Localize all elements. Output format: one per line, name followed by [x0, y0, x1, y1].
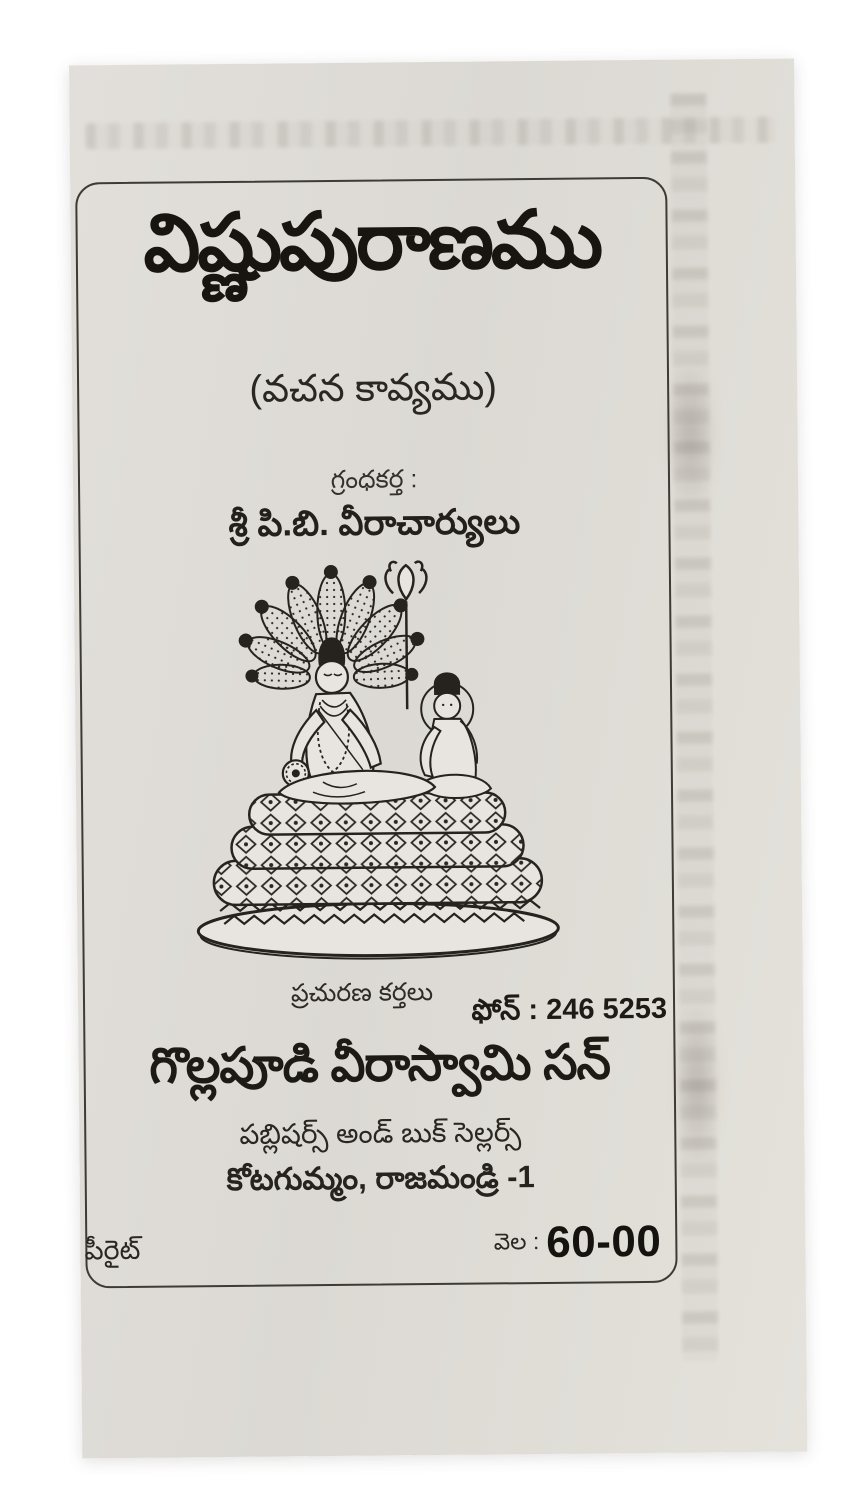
phone-number: 246 5253: [545, 992, 668, 1026]
book-subtitle: (వచన కావ్యము): [249, 366, 498, 411]
phone-label: ఫోన్ :: [471, 994, 539, 1027]
copyright-partial-text: పీరైట్: [84, 1234, 141, 1266]
author-label: గ్రంధకర్త :: [330, 465, 418, 494]
publisher-name: గొల్లపూడి వీరాస్వామి సన్: [149, 1035, 611, 1094]
publishers-label: ప్రచురణ కర్తలు: [290, 978, 434, 1008]
publisher-address: కోటగుమ్మం, రాజమండ్రి -1: [226, 1159, 535, 1198]
publisher-descriptor: పబ్లిషర్స్ అండ్ బుక్ సెల్లర్స్: [239, 1116, 522, 1150]
book-title: విష్ణుపురాణము: [142, 194, 601, 288]
serpent-platform: [198, 900, 559, 960]
price-label: వెల :: [493, 1228, 540, 1255]
showthrough-smudge: [664, 359, 717, 509]
cover-border-frame: [75, 177, 678, 1289]
phone-line: [471, 993, 667, 1035]
author-name: శ్రీ పి.బి. వీరాచార్యులు: [228, 502, 521, 544]
book-page: [69, 59, 807, 1459]
serpent-coils: [213, 792, 542, 905]
price-line: [494, 1217, 662, 1269]
vishnu-lakshmi-illustration: [181, 558, 573, 972]
price-value: 60-00: [546, 1216, 662, 1267]
lakshmi-figure: [418, 673, 491, 798]
showthrough-right-margin: [670, 93, 718, 1361]
